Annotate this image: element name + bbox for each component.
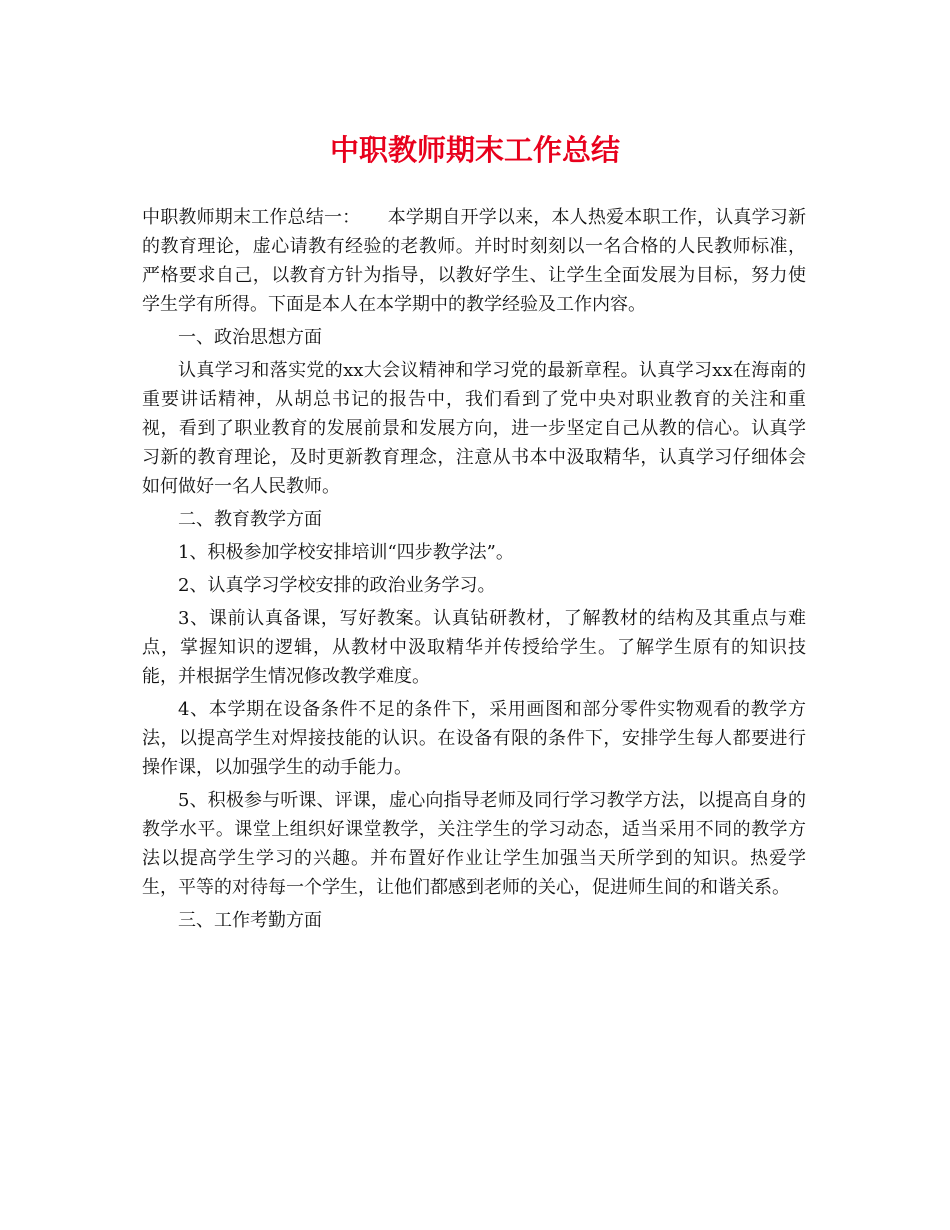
- teaching-item-4: 4、本学期在设备条件不足的条件下，采用画图和部分零件实物观看的教学方法，以提高学生对焊接技能的认识。在设备有限的条件下，安排学生每人都要进行操作课，以加强学生的动手能力。: [142, 699, 806, 778]
- section-heading-politics: 一、政治思想方面: [178, 327, 322, 348]
- section-heading-attendance: 三、工作考勤方面: [178, 910, 322, 931]
- teaching-item-3: 3、课前认真备课，写好教案。认真钻研教材，了解教材的结构及其重点与难点，掌握知识的逻辑，从教材中汲取精华并传授给学生。了解学生原有的知识技能，并根据学生情况修改教学难度。: [142, 608, 806, 687]
- intro-paragraph: 中职教师期末工作总结一： 本学期自开学以来，本人热爱本职工作，认真学习新的教育理论，虚心请教有经验的老教师。并时时刻刻以一名合格的人民教师标准，严格要求自己，以教育方针为指导，以教好学生、让学生全面发展为目标，努力使学生学有所得。下面是本人在本学期中的教学经验及工作内容。: [142, 207, 806, 315]
- teaching-item-2: 2、认真学习学校安排的政治业务学习。: [178, 575, 496, 596]
- document-body: [142, 203, 806, 935]
- teaching-item-5: 5、积极参与听课、评课，虚心向指导老师及同行学习教学方法，以提高自身的教学水平。课堂上组织好课堂教学，关注学生的学习动态，适当采用不同的教学方法以提高学生学习的兴趣。并布置好作业让学生加强当天所学到的知识。热爱学生，平等的对待每一个学生，让他们都感到老师的关心，促进师生间的和谐关系。: [142, 790, 806, 898]
- section-heading-teaching: 二、教育教学方面: [178, 509, 322, 530]
- teaching-item-1: 1、积极参加学校安排培训“四步教学法”。: [178, 542, 514, 563]
- document-title: 中职教师期末工作总结: [329, 133, 620, 167]
- politics-paragraph: 认真学习和落实党的xx大会议精神和学习党的最新章程。认真学习xx在海南的重要讲话精神，从胡总书记的报告中，我们看到了党中央对职业教育的关注和重视，看到了职业教育的发展前景和发展方向，进一步坚定自己从教的信心。认真学习新的教育理论，及时更新教育理念，注意从书本中汲取精华，认真学习仔细体会如何做好一名人民教师。: [142, 360, 806, 497]
